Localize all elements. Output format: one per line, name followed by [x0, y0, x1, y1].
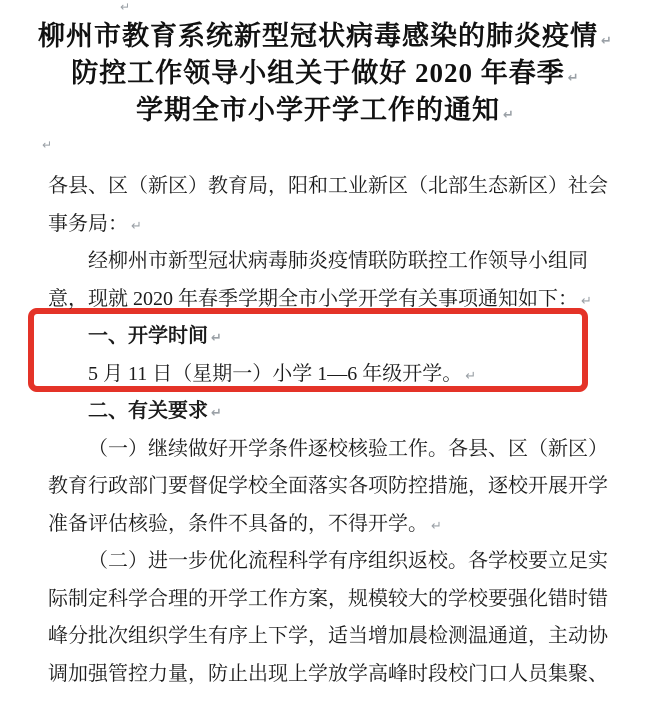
line-text: 意，现就 2020 年春季学期全市小学开学有关事项通知如下：	[48, 287, 578, 310]
line-text: （二）进一步优化流程科学有序组织返校。各学校要立足实	[88, 550, 608, 572]
return-mark-icon: ↵	[465, 368, 477, 384]
return-mark-icon: ↵	[42, 138, 53, 152]
return-mark-icon: ↵	[211, 406, 222, 421]
line-text: 准备评估核验，条件不具备的，不得开学。	[48, 512, 428, 535]
line-text: 二、有关要求	[88, 400, 208, 422]
document-line	[48, 656, 613, 694]
return-mark-icon: ↵	[211, 331, 222, 346]
line-text: 经柳州市新型冠状病毒肺炎疫情联防联控工作领导小组同	[88, 250, 588, 272]
line-text: 事务局：	[48, 212, 128, 235]
line-text: 5 月 11 日（星期一）小学 1—6 年级开学。	[88, 362, 463, 385]
title-text: 学期全市小学开学工作的通知	[136, 95, 501, 125]
notice-title	[0, 18, 651, 129]
document-line	[48, 581, 613, 619]
notice-title-line	[0, 92, 651, 129]
line-text: 际制定科学合理的开学工作方案，规模较大的学校要强化错时错	[48, 587, 608, 610]
line-text: 调加强管控力量，防止出现上学放学高峰时段校门口人员集聚、	[48, 662, 608, 685]
document-line	[48, 431, 613, 469]
line-text: 教育行政部门要督促学校全面落实各项防控措施，逐校开展开学	[48, 475, 608, 497]
line-text: 峰分批次组织学生有序上下学，适当增加晨检测温通道，主动协	[48, 625, 608, 647]
title-text: 防控工作领导小组关于做好 2020 年春季	[71, 58, 565, 88]
line-text: 一、开学时间	[88, 325, 208, 347]
document-line	[48, 281, 613, 319]
return-mark-icon: ↵	[120, 0, 131, 14]
document-line	[48, 393, 613, 431]
document-line	[48, 318, 613, 356]
document-line	[48, 468, 613, 506]
document-line	[48, 543, 613, 581]
return-mark-icon: ↵	[601, 34, 613, 49]
line-text: （一）继续做好开学条件逐校核验工作。各县、区（新区）	[88, 437, 608, 460]
document-line	[48, 206, 613, 244]
document-line	[48, 168, 613, 206]
document-line	[48, 618, 613, 656]
return-mark-icon: ↵	[503, 108, 515, 123]
line-text: 各县、区（新区）教育局，阳和工业新区（北部生态新区）社会	[48, 175, 608, 197]
notice-title-line	[0, 55, 651, 92]
return-mark-icon: ↵	[567, 71, 580, 86]
return-mark-icon: ↵	[581, 293, 592, 309]
notice-body	[48, 168, 613, 693]
title-text: 柳州市教育系统新型冠状病毒感染的肺炎疫情	[38, 21, 599, 51]
document-line	[48, 356, 613, 394]
return-mark-icon: ↵	[131, 218, 142, 234]
document-line	[48, 243, 613, 281]
return-mark-icon: ↵	[431, 518, 442, 534]
document-line	[48, 506, 613, 544]
notice-title-line	[0, 18, 651, 55]
